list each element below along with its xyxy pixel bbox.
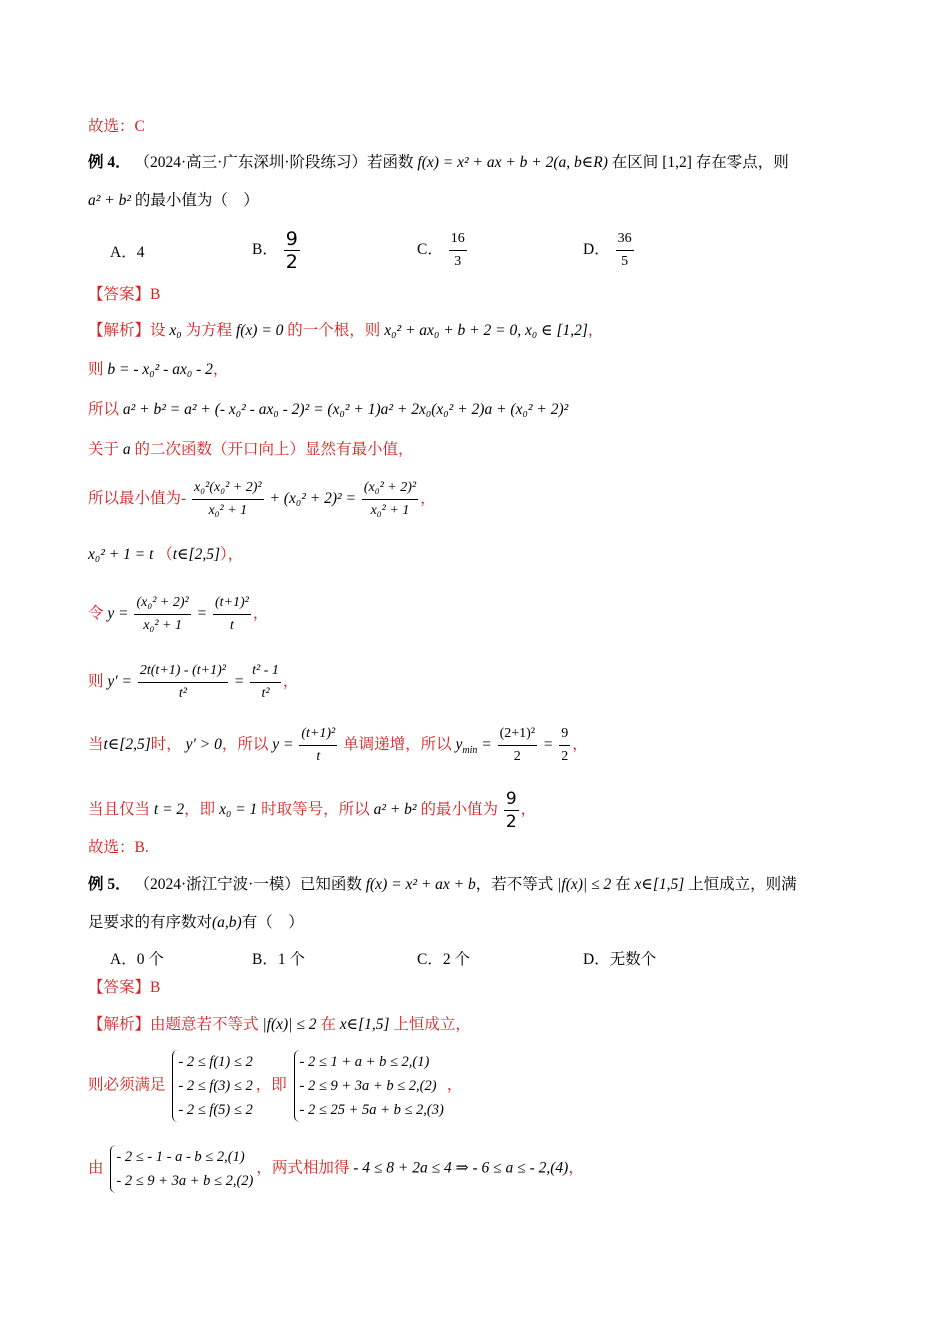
solution-4-line-2 bbox=[88, 360, 228, 380]
s9-comma: ， bbox=[572, 736, 588, 754]
s2-comma: ， bbox=[212, 361, 229, 378]
s9-text-c: 时， bbox=[150, 736, 182, 754]
s9-text-g: 单调递增，所以 bbox=[343, 736, 452, 754]
t3-comma: ， bbox=[568, 1159, 584, 1177]
s1-comma: ， bbox=[587, 322, 604, 339]
s1-root-eq: x₀² + ax₀ + b + 2 = 0, x₀ ∈ [1,2] bbox=[384, 322, 588, 339]
s7-num-1: (x₀² + 2)² bbox=[134, 592, 190, 615]
option-c-prefix: C． bbox=[417, 241, 443, 259]
t1-text-a: 由题意若不等式 bbox=[150, 1016, 259, 1033]
example-4-mid: 在区间 bbox=[611, 154, 659, 171]
s1-text-c: 为方程 bbox=[185, 322, 233, 339]
s5-comma: ， bbox=[420, 490, 436, 508]
t2-row-3: - 2 ≤ f(5) ≤ 2 bbox=[178, 1102, 253, 1118]
s7-fraction-2 bbox=[213, 592, 251, 637]
s7-comma: ， bbox=[252, 605, 269, 623]
s10-text-a: 当且仅当 bbox=[88, 801, 151, 819]
s10-expr: a² + b² bbox=[373, 801, 417, 819]
example-5-inequality: |f(x)| ≤ 2 bbox=[557, 876, 612, 893]
s4-text-a: 关于 bbox=[88, 441, 120, 458]
s9-num-1: (t+1)² bbox=[299, 723, 337, 746]
s7-den-1: x₀² + 1 bbox=[143, 618, 182, 633]
option5-d: D．无数个 bbox=[583, 951, 657, 968]
solution-5-line-2 bbox=[88, 1050, 462, 1122]
s8-yprime: y′ = bbox=[107, 673, 132, 691]
example-5-mid2: 在 bbox=[615, 876, 631, 893]
t1-inequality: |f(x)| ≤ 2 bbox=[262, 1016, 317, 1033]
example-5-domain: x∈[1,5] bbox=[634, 876, 685, 893]
t2-system-1 bbox=[172, 1050, 252, 1122]
t1-text-c: 在 bbox=[320, 1016, 336, 1033]
solution-4-line-5 bbox=[88, 477, 436, 522]
s8-eq: = bbox=[233, 673, 245, 691]
option-d-fraction bbox=[616, 228, 634, 273]
s4-var: a bbox=[122, 441, 131, 458]
s10-fraction bbox=[504, 788, 519, 833]
s9-text-a: 当 bbox=[88, 736, 104, 754]
t2-sys-row-2: - 2 ≤ 9 + 3a + b ≤ 2,(2) bbox=[299, 1078, 437, 1094]
s6-paren-open: （ bbox=[157, 546, 173, 563]
s8-fraction-1 bbox=[138, 660, 228, 705]
s10-x0: x₀ = 1 bbox=[219, 801, 258, 819]
s8-num-1: 2t(t+1) - (t+1)² bbox=[138, 660, 228, 683]
example-4-label: 例 4． bbox=[88, 154, 131, 171]
example-4-source: （2024·高三·广东深圳·阶段练习）若函数 bbox=[134, 154, 414, 171]
s2-expr: b = - x₀² - ax₀ - 2 bbox=[107, 361, 213, 378]
s5-den-2: x₀² + 1 bbox=[370, 503, 410, 518]
s6-range: t∈[2,5] bbox=[172, 546, 221, 563]
s10-comma: ， bbox=[520, 801, 537, 819]
option-b bbox=[252, 228, 302, 273]
conclusion-4: 故选：B. bbox=[88, 839, 149, 856]
s10-den: 2 bbox=[505, 812, 517, 832]
solution-4-line-7 bbox=[88, 592, 268, 637]
s5-num-1: x₀²(x₀² + 2)² bbox=[192, 477, 264, 500]
t2-row-1: - 2 ≤ f(1) ≤ 2 bbox=[178, 1054, 253, 1070]
example-4-stem bbox=[88, 153, 789, 173]
option-d-prefix: D． bbox=[583, 241, 610, 259]
example-5-label: 例 5． bbox=[88, 876, 131, 893]
s9-den-1: t bbox=[316, 749, 321, 764]
s10-text-g: 的最小值为 bbox=[420, 801, 498, 819]
solution-5-line-1 bbox=[88, 1015, 471, 1035]
t3-text-a: 由 bbox=[88, 1159, 104, 1177]
solution-4-line-3 bbox=[88, 400, 568, 420]
s1-text-e: 的一个根，则 bbox=[287, 322, 381, 339]
t2-sys-row-1: - 2 ≤ 1 + a + b ≤ 2,(1) bbox=[299, 1054, 430, 1070]
example-5-stem bbox=[88, 875, 797, 895]
s7-num-2: (t+1)² bbox=[213, 592, 251, 615]
solution-4-line-4 bbox=[88, 440, 414, 460]
s5-fraction-1 bbox=[192, 477, 264, 522]
answer-5: 【答案】B bbox=[88, 979, 161, 996]
example-5-ask-a: 足要求的有序数对 bbox=[88, 914, 213, 931]
option-c-num: 16 bbox=[449, 228, 467, 251]
option-d-den: 5 bbox=[621, 254, 629, 269]
s8-text: 则 bbox=[88, 673, 104, 691]
t2-system-2 bbox=[294, 1050, 444, 1122]
example-4-ask: 的最小值为（ ） bbox=[134, 192, 259, 209]
s9-ymin: y bbox=[455, 736, 463, 754]
example-5-source: （2024·浙江宁波·一模）已知函数 bbox=[134, 876, 362, 893]
s5-num-2: (x₀² + 2)² bbox=[362, 477, 418, 500]
s9-range: t∈[2,5] bbox=[103, 736, 151, 754]
solution-5-line-3 bbox=[88, 1145, 584, 1193]
t3-system bbox=[110, 1145, 253, 1193]
s1-text-a: 设 bbox=[150, 322, 166, 339]
example-5-pair: (a,b) bbox=[212, 914, 242, 931]
t1-domain: x∈[1,5] bbox=[339, 1016, 390, 1033]
s9-deriv: y′ > 0 bbox=[185, 736, 222, 754]
example-5-end: 上恒成立，则满 bbox=[688, 876, 797, 893]
s9-ymin-sub: min bbox=[462, 745, 478, 757]
example-4-interval: [1,2] bbox=[662, 154, 692, 171]
solution-4-line-8 bbox=[88, 660, 298, 705]
t3-text-b: ，两式相加得 bbox=[256, 1159, 350, 1177]
t3-row-1: - 2 ≤ - 1 - a - b ≤ 2,(1) bbox=[116, 1149, 245, 1165]
s10-text-c: ，即 bbox=[184, 801, 216, 819]
s6-paren-close: ）， bbox=[220, 546, 244, 563]
option5-c: C．2 个 bbox=[417, 951, 470, 968]
s9-fraction-1 bbox=[299, 723, 337, 768]
t3-result: - 4 ≤ 8 + 2a ≤ 4 ⇒ - 6 ≤ a ≤ - 2,(4) bbox=[353, 1159, 569, 1177]
s9-y: y = bbox=[272, 736, 294, 754]
option-d-num: 36 bbox=[616, 228, 634, 251]
example-5-mid: ，若不等式 bbox=[475, 876, 554, 893]
solution-label: 【解析】 bbox=[88, 322, 151, 339]
t2-sys-row-3: - 2 ≤ 25 + 5a + b ≤ 2,(3) bbox=[299, 1102, 444, 1118]
s9-fraction-3 bbox=[559, 723, 570, 768]
t2-text-b: ，即 bbox=[255, 1076, 287, 1094]
option5-b: B．1 个 bbox=[252, 951, 305, 968]
s5-den-1: x₀² + 1 bbox=[208, 503, 248, 518]
option-b-prefix: B． bbox=[252, 241, 278, 259]
example-5-function: f(x) = x² + ax + b bbox=[365, 876, 476, 893]
t2-comma: ， bbox=[446, 1076, 463, 1094]
option-b-fraction bbox=[284, 228, 300, 273]
solution-4-line-6 bbox=[88, 545, 243, 565]
example-4-expr: a² + b² bbox=[88, 192, 132, 209]
option5-a: A．0 个 bbox=[110, 951, 164, 968]
answer-4: 【答案】B bbox=[88, 286, 161, 303]
s7-y: y = bbox=[107, 605, 129, 623]
s5-mid: + (x₀² + 2)² = bbox=[269, 490, 356, 508]
option-c-fraction bbox=[449, 228, 467, 273]
s5-fraction-2 bbox=[362, 477, 418, 522]
s5-text: 所以最小值为- bbox=[88, 490, 187, 508]
conclusion-prev: 故选：C bbox=[88, 118, 145, 135]
option-b-num: 9 bbox=[285, 228, 298, 250]
s10-text-e: 时取等号，所以 bbox=[261, 801, 370, 819]
option-a: A．4 bbox=[110, 244, 145, 261]
s7-fraction-1 bbox=[134, 592, 190, 637]
s1-x0: x₀ bbox=[169, 322, 182, 339]
option-c bbox=[417, 228, 469, 273]
example-4-function: f(x) = x² + ax + b + 2(a, b∈R) bbox=[417, 154, 608, 171]
s9-num-3: 9 bbox=[559, 723, 570, 746]
solution-4-line-1 bbox=[88, 321, 603, 341]
option-b-den: 2 bbox=[285, 251, 298, 273]
s3-text: 所以 bbox=[88, 401, 120, 418]
s8-den-2: t² bbox=[261, 686, 270, 701]
solution-4-line-9 bbox=[88, 723, 588, 768]
t1-text-e: 上恒成立， bbox=[393, 1016, 471, 1033]
s9-num-2: (2+1)² bbox=[498, 723, 537, 746]
s9-den-2: 2 bbox=[513, 749, 521, 764]
s8-den-1: t² bbox=[178, 686, 187, 701]
s8-fraction-2 bbox=[250, 660, 281, 705]
s8-num-2: t² - 1 bbox=[250, 660, 281, 683]
example-4-question bbox=[88, 191, 259, 211]
s2-text: 则 bbox=[88, 361, 104, 378]
s9-text-e: ，所以 bbox=[221, 736, 269, 754]
s9-den-3: 2 bbox=[561, 749, 569, 764]
option-c-den: 3 bbox=[454, 254, 462, 269]
s3-expr: a² + b² = a² + (- x₀² - ax₀ - 2)² = (x₀² + 1)a² + 2x₀(x₀² + 2)a + (x₀² + 2)² bbox=[122, 401, 569, 418]
t2-row-2: - 2 ≤ f(3) ≤ 2 bbox=[178, 1078, 253, 1094]
example-5-question bbox=[88, 913, 304, 933]
s1-equation: f(x) = 0 bbox=[235, 322, 284, 339]
s8-comma: ， bbox=[282, 673, 299, 691]
s9-fraction-2 bbox=[498, 723, 537, 768]
solution-5-label: 【解析】 bbox=[88, 1016, 151, 1033]
s9-eq-1: = bbox=[481, 736, 492, 754]
option-d bbox=[583, 228, 636, 273]
s9-eq-2: = bbox=[542, 736, 554, 754]
s10-num: 9 bbox=[505, 789, 517, 809]
s6-subst: x₀² + 1 = t bbox=[88, 546, 154, 563]
s4-text-c: 的二次函数（开口向上）显然有最小值， bbox=[134, 441, 414, 458]
s7-eq: = bbox=[196, 605, 208, 623]
s10-t: t = 2 bbox=[153, 801, 185, 819]
example-4-end: 存在零点，则 bbox=[695, 154, 789, 171]
s7-text: 令 bbox=[88, 605, 104, 623]
t2-text-a: 则必须满足 bbox=[88, 1076, 166, 1094]
solution-4-line-10 bbox=[88, 788, 536, 833]
s7-den-2: t bbox=[229, 618, 234, 633]
example-5-ask-c: 有（ ） bbox=[241, 914, 304, 931]
t3-row-2: - 2 ≤ 9 + 3a + b ≤ 2,(2) bbox=[116, 1173, 254, 1189]
